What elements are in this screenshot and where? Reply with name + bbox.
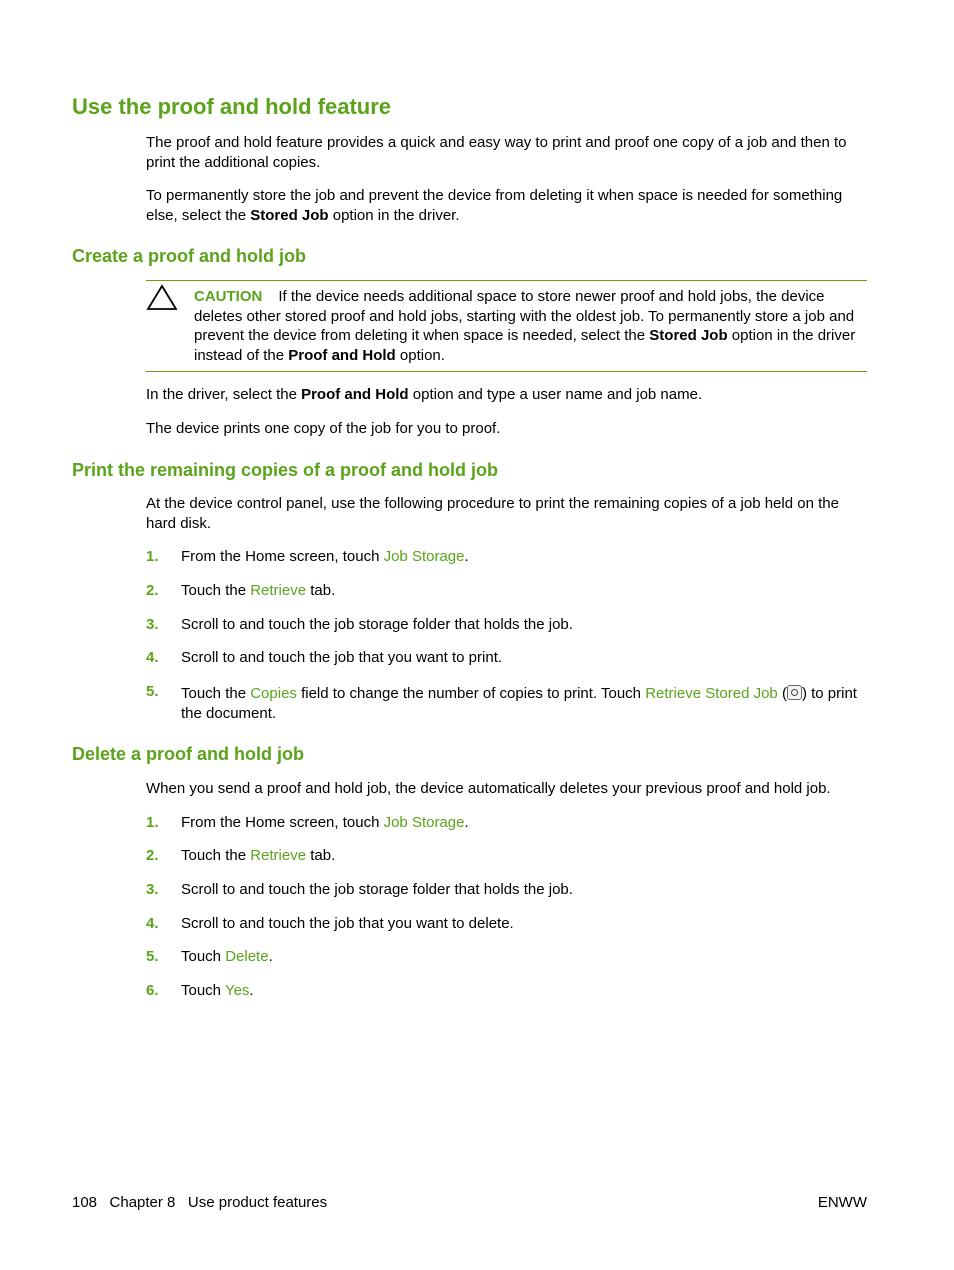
footer-right: ENWW [817,1194,867,1211]
retrieve-tab-link[interactable]: Retrieve [250,847,307,864]
delete-intro: When you send a proof and hold job, the device automatically deletes your previous proof and hold job. [146,780,831,797]
delete-button-link[interactable]: Delete [225,948,269,965]
retrieve-stored-job-icon [787,685,802,700]
footer-left: 108 Chapter 8 Use product features [72,1194,328,1211]
caution-bottom-rule [146,371,867,372]
retrieve-tab-link[interactable]: Retrieve [250,582,307,599]
intro-paragraph-2: To permanently store the job and prevent the device from deleting it when space is needed for something else, select the Stored Job option in the driver. [146,187,843,224]
job-storage-link[interactable]: Job Storage [383,814,465,831]
create-paragraph-1: In the driver, select the Proof and Hold option and type a user name and job name. [146,386,703,403]
copies-field-link[interactable]: Copies [250,685,297,702]
yes-button-link[interactable]: Yes [224,982,250,999]
section-heading-print: Print the remaining copies of a proof and hold job [72,460,499,480]
job-storage-link[interactable]: Job Storage [383,548,465,565]
section-heading-create: Create a proof and hold job [72,246,307,266]
intro-paragraph-1: The proof and hold feature provides a quick and easy way to print and proof one copy of a job and then to print the additional copies. [146,134,847,171]
caution-text: CAUTION If the device needs additional space to store newer proof and hold jobs, the device deletes other stored proof and hold jobs, starting with the oldest job. To permanently store a job and prevent the device from deleting it when space is needed, select the Stored Job option in the driver instead of the Proof and Hold option. [194,288,856,364]
caution-label: CAUTION [194,288,263,305]
retrieve-stored-job-link[interactable]: Retrieve Stored Job [645,685,778,702]
page-title: Use the proof and hold feature [72,94,392,119]
create-paragraph-2: The device prints one copy of the job for you to proof. [146,420,501,437]
print-intro: At the device control panel, use the following procedure to print the remaining copies of a job held on the hard disk. [146,495,839,532]
caution-triangle-icon [146,284,178,318]
caution-top-rule [146,280,867,281]
section-heading-delete: Delete a proof and hold job [72,744,305,764]
